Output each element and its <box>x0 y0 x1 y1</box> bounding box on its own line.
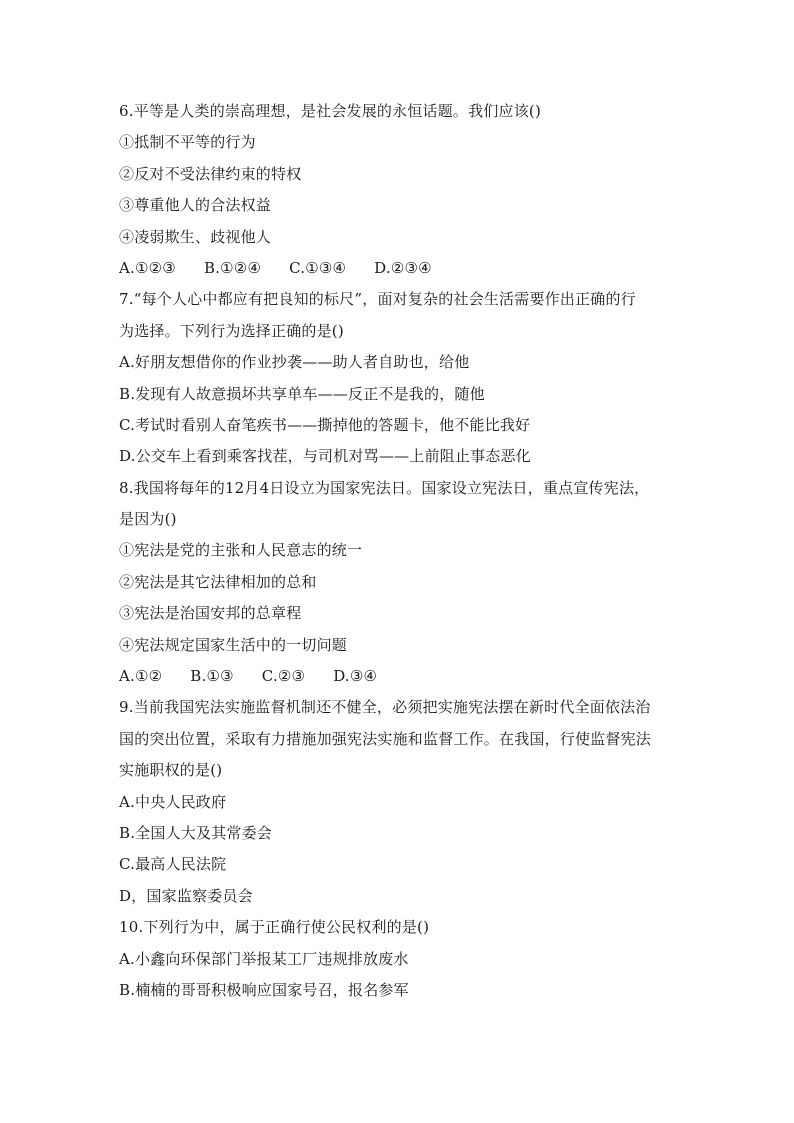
question-stem: 国的突出位置，采取有力措施加强宪法实施和监督工作。在我国，行使监督宪法 <box>119 729 652 748</box>
question-stem: 实施职权的是() <box>119 761 223 780</box>
statement: ③尊重他人的合法权益 <box>119 196 272 215</box>
choice-c: C.最高人民法院 <box>119 855 227 874</box>
choice-d: D.公交车上看到乘客找茬，与司机对骂——上前阻止事态恶化 <box>119 447 531 466</box>
choice-a: A.小鑫向环保部门举报某工厂违规排放废水 <box>119 949 409 968</box>
option-a: A.①②③ <box>119 258 176 277</box>
question-stem: 是因为() <box>119 510 177 529</box>
option-b: B.①②④ <box>203 258 262 277</box>
statement: ①抵制不平等的行为 <box>119 133 256 152</box>
choice-b: B.全国人大及其常委会 <box>119 823 272 842</box>
choice-a: A.中央人民政府 <box>119 792 227 811</box>
question-stem: 8.我国将每年的12月4日设立为国家宪法日。国家设立宪法日，重点宣传宪法， <box>119 478 650 497</box>
option-d: D.②③④ <box>374 258 432 277</box>
choice-b: B.楠楠的哥哥积极响应国家号召，报名参军 <box>119 980 409 999</box>
exam-page <box>119 96 679 1006</box>
question-10 <box>119 912 679 1006</box>
choice-c: C.考试时看别人奋笔疾书——撕掉他的答题卡，他不能比我好 <box>119 415 531 434</box>
question-stem: 7.“每个人心中都应有把良知的标尺”，面对复杂的社会生活需要作出正确的行 <box>119 290 636 309</box>
option-d: D.③④ <box>333 667 378 686</box>
question-6 <box>119 96 679 284</box>
statement: ③宪法是治国安邦的总章程 <box>119 604 302 623</box>
question-stem: 10.下列行为中，属于正确行使公民权利的是() <box>119 918 430 937</box>
statement: ②反对不受法律约束的特权 <box>119 164 302 183</box>
option-b: B.①③ <box>190 667 234 686</box>
question-stem: 6.平等是人类的崇高理想，是社会发展的永恒话题。我们应该() <box>119 102 542 120</box>
choice-d: D，国家监察委员会 <box>119 886 253 905</box>
question-stem: 9.当前我国宪法实施监督机制还不健全，必须把实施宪法摆在新时代全面依法治 <box>119 698 651 717</box>
option-c: C.②③ <box>261 667 306 686</box>
statement: ②宪法是其它法律相加的总和 <box>119 572 317 591</box>
answer-options <box>119 253 679 284</box>
choice-a: A.好朋友想借你的作业抄袭——助人者自助也，给他 <box>119 353 470 372</box>
question-9 <box>119 692 679 912</box>
question-stem: 为选择。下列行为选择正确的是() <box>119 321 344 340</box>
statement: ①宪法是党的主张和人民意志的统一 <box>119 541 363 560</box>
question-8 <box>119 473 679 693</box>
option-a: A.①② <box>119 667 163 686</box>
statement: ④宪法规定国家生活中的一切问题 <box>119 635 348 654</box>
choice-b: B.发现有人故意损坏共享单车——反正不是我的，随他 <box>119 384 485 403</box>
question-7 <box>119 284 679 472</box>
answer-options <box>119 661 679 692</box>
option-c: C.①③④ <box>289 258 347 277</box>
statement: ④凌弱欺生、歧视他人 <box>119 227 272 246</box>
